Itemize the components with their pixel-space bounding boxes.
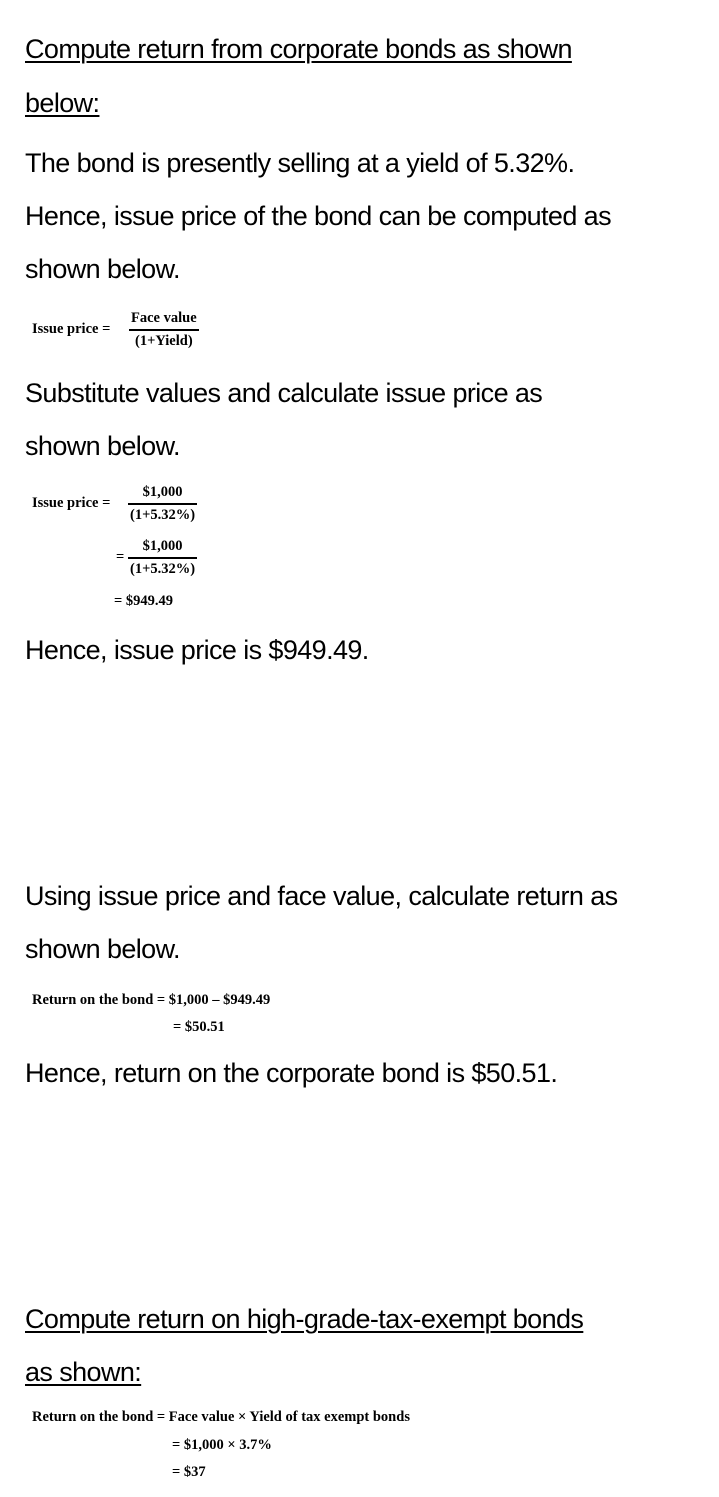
corporate-return-conclusion: Hence, return on the corporate bond is $50.51. xyxy=(25,1058,558,1088)
section-heading-tax-exempt: Compute return on high-grade-tax-exempt bonds xyxy=(25,1304,584,1334)
section-heading-corporate-bonds: Compute return from corporate bonds as shown xyxy=(25,34,572,64)
formula-denominator: (1+Yield) xyxy=(134,332,193,349)
return-calc-line1: Return on the bond = $1,000 – $949.49 xyxy=(32,992,271,1008)
calc-step2-numerator: $1,000 xyxy=(142,538,183,554)
calc-result: = $949.49 xyxy=(114,593,174,609)
issue-price-intro: Hence, issue price of the bond can be computed as xyxy=(25,201,611,231)
calc-step1-fraction xyxy=(128,484,197,524)
return-instruction-cont: shown below. xyxy=(25,934,180,964)
calc-step2-fraction xyxy=(128,538,197,578)
tax-exempt-calc-line2: = $1,000 × 3.7% xyxy=(172,1437,272,1453)
tax-exempt-calc-line3: = $37 xyxy=(172,1464,206,1480)
formula-fraction xyxy=(129,310,199,350)
calc-step1-numerator: $1,000 xyxy=(142,484,183,500)
return-calc-line2: = $50.51 xyxy=(173,1019,225,1035)
issue-price-intro-cont: shown below. xyxy=(25,254,180,284)
section-heading-corporate-bonds-cont: below: xyxy=(25,88,100,118)
issue-price-conclusion: Hence, issue price is $949.49. xyxy=(25,635,369,665)
yield-statement: The bond is presently selling at a yield of 5.32%. xyxy=(25,148,575,178)
calc-step2-denominator: (1+5.32%) xyxy=(130,560,196,577)
calc-step1-denominator: (1+5.32%) xyxy=(130,506,196,523)
section-heading-tax-exempt-cont: as shown: xyxy=(25,1357,142,1387)
substitute-instruction: Substitute values and calculate issue price as xyxy=(25,378,543,408)
calc-step2-eq: = xyxy=(116,549,125,565)
substitute-instruction-cont: shown below. xyxy=(25,431,180,461)
tax-exempt-calc-line1: Return on the bond = Face value × Yield of tax exempt bonds xyxy=(32,1409,410,1425)
formula-numerator: Face value xyxy=(131,310,197,326)
calc-lhs: Issue price = xyxy=(32,495,111,511)
formula-lhs: Issue price = xyxy=(32,321,111,337)
return-instruction: Using issue price and face value, calculate return as xyxy=(25,881,618,911)
